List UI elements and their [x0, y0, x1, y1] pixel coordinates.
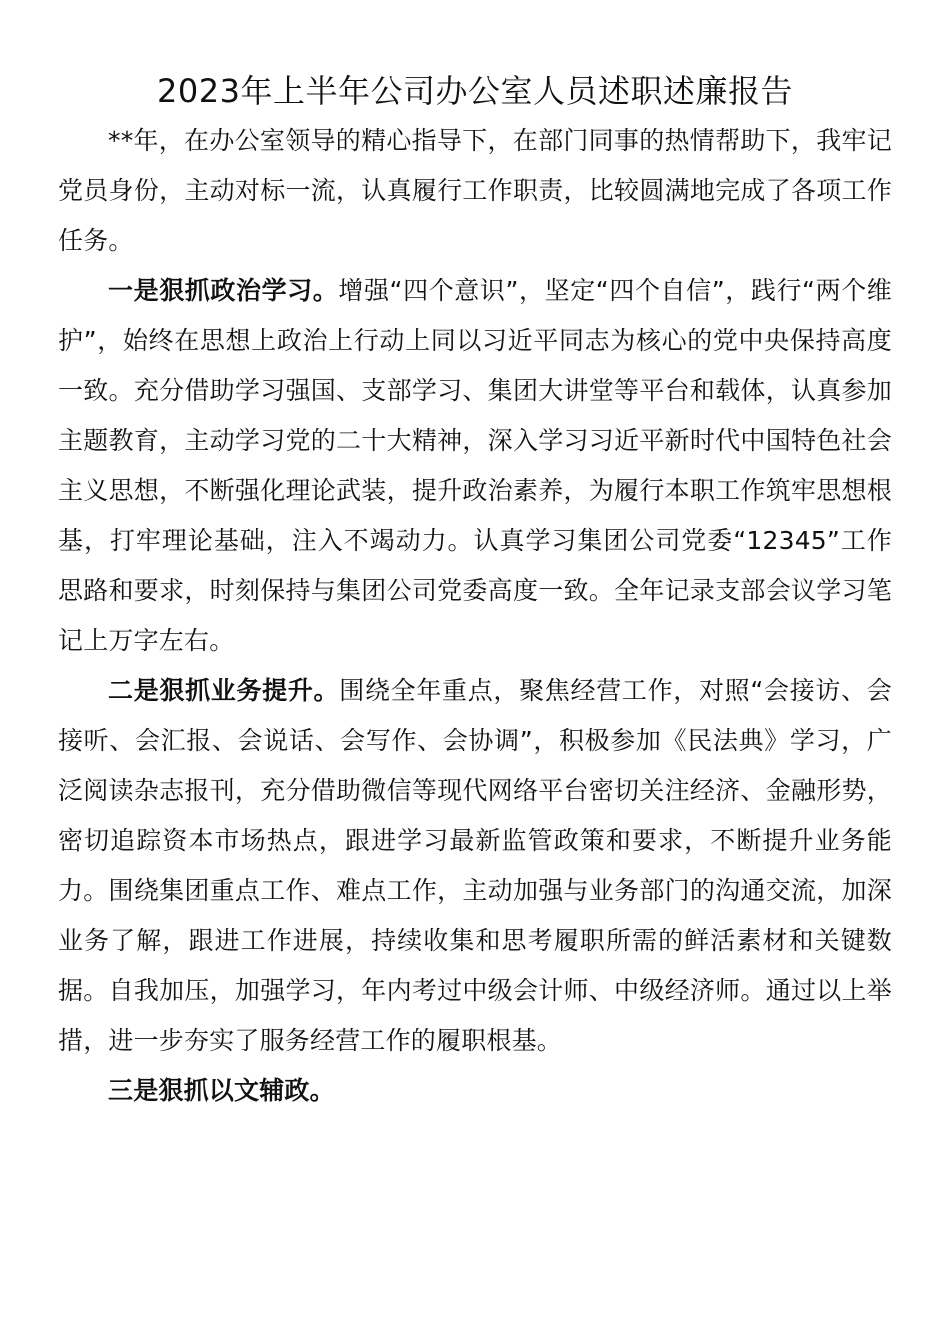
section-body-1: 增强“四个意识”，坚定“四个自信”，践行“两个维护”，始终在思想上政治上行动上同以习近平同志为核心的党中央保持高度一致。充分借助学习强国、支部学习、集团大讲堂等平台和载体，认真参加主题教育，主动学习党的二十大精神，深入学习习近平新时代中国特色社会主义思想，不断强化理论武装，提升政治素养，为履行本职工作筑牢思想根基，打牢理论基础，注入不竭动力。认真学习集团公司党委“12345”工作思路和要求，时刻保持与集团公司党委高度一致。全年记录支部会议学习笔记上万字左右。 — [58, 276, 892, 655]
document-title: 2023年上半年公司办公室人员述职述廉报告 — [157, 72, 793, 110]
intro-paragraph: **年，在办公室领导的精心指导下，在部门同事的热情帮助下，我牢记党员身份，主动对标一流，认真履行工作职责，比较圆满地完成了各项工作任务。 — [58, 126, 892, 255]
section-paragraph-2 — [58, 666, 892, 1066]
section-paragraph-3 — [58, 1066, 892, 1116]
section-lead-3: 三是狠抓以文辅政。 — [108, 1076, 335, 1105]
section-paragraph-1 — [58, 266, 892, 666]
section-body-2: 围绕全年重点，聚焦经营工作，对照“会接访、会接听、会汇报、会说话、会写作、会协调”，积极参加《民法典》学习，广泛阅读杂志报刊，充分借助微信等现代网络平台密切关注经济、金融形势，密切追踪资本市场热点，跟进学习最新监管政策和要求，不断提升业务能力。围绕集团重点工作、难点工作，主动加强与业务部门的沟通交流，加深业务了解，跟进工作进展，持续收集和思考履职所需的鲜活素材和关键数据。自我加压，加强学习，年内考过中级会计师、中级经济师。通过以上举措，进一步夯实了服务经营工作的履职根基。 — [58, 676, 892, 1055]
section-lead-1: 一是狠抓政治学习。 — [108, 276, 339, 305]
section-lead-2: 二是狠抓业务提升。 — [108, 676, 340, 705]
document-page — [58, 66, 892, 1116]
